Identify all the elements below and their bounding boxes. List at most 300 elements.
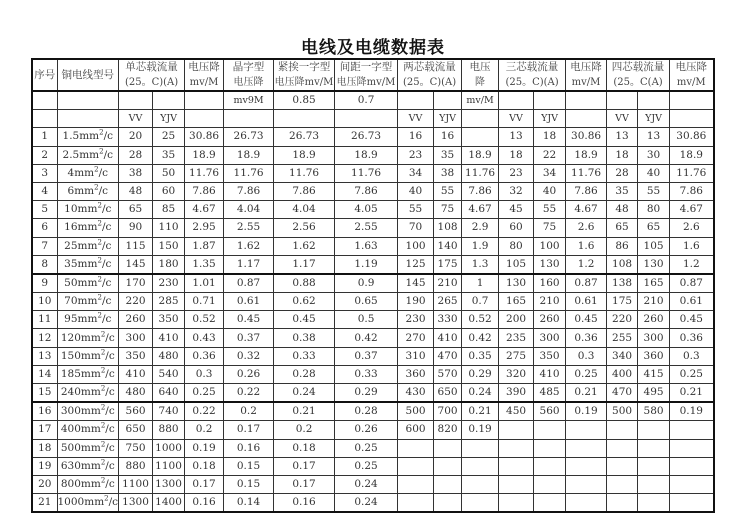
three-vv: 80 bbox=[499, 237, 534, 255]
two-vd: 7.86 bbox=[462, 182, 499, 200]
flat-spaced-vd: 0.25 bbox=[335, 457, 398, 475]
table-row bbox=[32, 347, 714, 365]
three-yjv bbox=[534, 457, 566, 475]
cell bbox=[534, 91, 566, 110]
flat-spaced-vd: 0.37 bbox=[335, 347, 398, 365]
four-yjv bbox=[638, 475, 670, 493]
table-row bbox=[32, 311, 714, 329]
table-row bbox=[32, 219, 714, 237]
three-vv: 13 bbox=[499, 128, 534, 146]
row-seq: 9 bbox=[32, 274, 57, 293]
single-vv: 1300 bbox=[119, 494, 153, 513]
trefoil-vd: 0.14 bbox=[224, 494, 274, 513]
two-vv: 360 bbox=[398, 365, 434, 383]
wire-size: $6mm^2/c$ bbox=[57, 182, 119, 200]
row-seq: 5 bbox=[32, 201, 57, 219]
row-seq: 20 bbox=[32, 475, 57, 493]
four-vd bbox=[670, 439, 714, 457]
four-vv: 28 bbox=[607, 164, 638, 182]
two-vv: 430 bbox=[398, 384, 434, 403]
cell bbox=[32, 110, 57, 128]
flat-spaced-vd: 4.05 bbox=[335, 201, 398, 219]
factor-row bbox=[32, 91, 714, 110]
wire-size: $35mm^2/c$ bbox=[57, 255, 119, 274]
single-vd: 30.86 bbox=[185, 128, 224, 146]
two-yjv bbox=[434, 494, 462, 513]
wire-size: $120mm^2/c$ bbox=[57, 329, 119, 347]
row-seq: 14 bbox=[32, 365, 57, 383]
table-row bbox=[32, 164, 714, 182]
two-vv bbox=[398, 457, 434, 475]
four-vd: 0.25 bbox=[670, 365, 714, 383]
single-yjv: 25 bbox=[153, 128, 185, 146]
single-yjv: 285 bbox=[153, 293, 185, 311]
two-yjv bbox=[434, 439, 462, 457]
flat-touch-vd: 1.62 bbox=[274, 237, 335, 255]
wire-size: $70mm^2/c$ bbox=[57, 293, 119, 311]
two-vv: 190 bbox=[398, 293, 434, 311]
four-vd: 4.67 bbox=[670, 201, 714, 219]
four-vd bbox=[670, 457, 714, 475]
row-seq: 1 bbox=[32, 128, 57, 146]
cell bbox=[57, 110, 119, 128]
two-vd: 0.21 bbox=[462, 402, 499, 421]
three-vd bbox=[566, 421, 607, 439]
row-seq: 7 bbox=[32, 237, 57, 255]
two-vd bbox=[462, 439, 499, 457]
four-vv: 255 bbox=[607, 329, 638, 347]
three-yjv bbox=[534, 421, 566, 439]
single-yjv: 180 bbox=[153, 255, 185, 274]
trefoil-vd: 0.61 bbox=[224, 293, 274, 311]
flat-touch-vd: 0.28 bbox=[274, 365, 335, 383]
three-yjv: 350 bbox=[534, 347, 566, 365]
flat-spaced-vd: 1.63 bbox=[335, 237, 398, 255]
two-vv: 55 bbox=[398, 201, 434, 219]
single-yjv: 230 bbox=[153, 274, 185, 293]
header-single-core: 单芯载流量 (25。C)(A) bbox=[119, 59, 185, 91]
four-vd bbox=[670, 494, 714, 513]
four-yjv: 40 bbox=[638, 164, 670, 182]
trefoil-vd: 0.15 bbox=[224, 475, 274, 493]
flat-touch-vd: 0.38 bbox=[274, 329, 335, 347]
two-yjv: 140 bbox=[434, 237, 462, 255]
four-vd: 11.76 bbox=[670, 164, 714, 182]
row-seq: 6 bbox=[32, 219, 57, 237]
four-vv: 48 bbox=[607, 201, 638, 219]
single-vv: 1100 bbox=[119, 475, 153, 493]
cell bbox=[153, 91, 185, 110]
two-yjv: 75 bbox=[434, 201, 462, 219]
two-vv: 100 bbox=[398, 237, 434, 255]
two-vd: 11.76 bbox=[462, 164, 499, 182]
table-row bbox=[32, 384, 714, 403]
two-vd: 1 bbox=[462, 274, 499, 293]
four-vv: 13 bbox=[607, 128, 638, 146]
single-vv: 38 bbox=[119, 164, 153, 182]
flat-spaced-vd: 0.65 bbox=[335, 293, 398, 311]
wire-size: $630mm^2/c$ bbox=[57, 457, 119, 475]
three-vd: 0.45 bbox=[566, 311, 607, 329]
two-yjv: 55 bbox=[434, 182, 462, 200]
header-flat-spaced: 间距一字型 电压降mv/M bbox=[335, 59, 398, 91]
flat-touch-vd: 0.88 bbox=[274, 274, 335, 293]
header-seq: 序号 bbox=[32, 59, 57, 91]
three-vd: 30.86 bbox=[566, 128, 607, 146]
cable-data-table bbox=[31, 58, 715, 513]
single-vd: 1.87 bbox=[185, 237, 224, 255]
two-vd bbox=[462, 457, 499, 475]
four-yjv: 415 bbox=[638, 365, 670, 383]
table-row bbox=[32, 182, 714, 200]
cell bbox=[335, 110, 398, 128]
wire-size: $400mm^2/c$ bbox=[57, 421, 119, 439]
header-two-core: 两芯载流量 (25。C)(A) bbox=[398, 59, 462, 91]
two-vv: 23 bbox=[398, 146, 434, 164]
single-vd: 11.76 bbox=[185, 164, 224, 182]
three-yjv: 40 bbox=[534, 182, 566, 200]
four-vd: 1.6 bbox=[670, 237, 714, 255]
trefoil-vd: 11.76 bbox=[224, 164, 274, 182]
four-vv: 86 bbox=[607, 237, 638, 255]
three-yjv: 34 bbox=[534, 164, 566, 182]
two-vv bbox=[398, 439, 434, 457]
two-vv bbox=[398, 494, 434, 513]
single-vd: 0.2 bbox=[185, 421, 224, 439]
single-vd: 18.9 bbox=[185, 146, 224, 164]
single-yjv: 85 bbox=[153, 201, 185, 219]
flat-touch-vd: 11.76 bbox=[274, 164, 335, 182]
four-vv: 18 bbox=[607, 146, 638, 164]
trefoil-vd: 0.87 bbox=[224, 274, 274, 293]
four-vv: 400 bbox=[607, 365, 638, 383]
two-vd: 0.35 bbox=[462, 347, 499, 365]
two-yjv: 16 bbox=[434, 128, 462, 146]
three-vv: 235 bbox=[499, 329, 534, 347]
three-vv: 390 bbox=[499, 384, 534, 403]
four-vv bbox=[607, 494, 638, 513]
three-vd: 0.21 bbox=[566, 384, 607, 403]
single-vd: 0.18 bbox=[185, 457, 224, 475]
two-vv: 125 bbox=[398, 255, 434, 274]
single-vd: 4.67 bbox=[185, 201, 224, 219]
single-vd: 0.25 bbox=[185, 384, 224, 403]
four-vv: 108 bbox=[607, 255, 638, 274]
single-vv: 65 bbox=[119, 201, 153, 219]
two-vv bbox=[398, 475, 434, 493]
single-vd: 0.16 bbox=[185, 494, 224, 513]
header-four-core: 四芯载流量 (25。C(A) bbox=[607, 59, 670, 91]
three-vv: 45 bbox=[499, 201, 534, 219]
three-yjv: 130 bbox=[534, 255, 566, 274]
three-vd: 7.86 bbox=[566, 182, 607, 200]
flat-spaced-vd: 0.28 bbox=[335, 402, 398, 421]
four-vd: 0.21 bbox=[670, 384, 714, 403]
four-vd: 7.86 bbox=[670, 182, 714, 200]
flat-spaced-vd: 0.42 bbox=[335, 329, 398, 347]
three-yjv: 410 bbox=[534, 365, 566, 383]
two-vv: 270 bbox=[398, 329, 434, 347]
cell bbox=[185, 110, 224, 128]
four-vv: 175 bbox=[607, 293, 638, 311]
cell bbox=[119, 91, 153, 110]
single-vv: 170 bbox=[119, 274, 153, 293]
three-vv: 320 bbox=[499, 365, 534, 383]
two-vd: 2.9 bbox=[462, 219, 499, 237]
three-vv: 165 bbox=[499, 293, 534, 311]
three-vv: 450 bbox=[499, 402, 534, 421]
table-row bbox=[32, 402, 714, 421]
cell bbox=[185, 91, 224, 110]
four-vd: 30.86 bbox=[670, 128, 714, 146]
flat-spaced-vd: 11.76 bbox=[335, 164, 398, 182]
four-yjv bbox=[638, 421, 670, 439]
three-yjv: 100 bbox=[534, 237, 566, 255]
four-yjv: 165 bbox=[638, 274, 670, 293]
row-seq: 11 bbox=[32, 311, 57, 329]
four-vd bbox=[670, 421, 714, 439]
flat-spaced-vd: 18.9 bbox=[335, 146, 398, 164]
four-yjv bbox=[638, 494, 670, 513]
cell bbox=[57, 91, 119, 110]
single-vv: 28 bbox=[119, 146, 153, 164]
wire-size: $2.5mm^2/c$ bbox=[57, 146, 119, 164]
trefoil-vd: 0.45 bbox=[224, 311, 274, 329]
single-vv: 410 bbox=[119, 365, 153, 383]
three-yjv: 485 bbox=[534, 384, 566, 403]
single-yjv: 35 bbox=[153, 146, 185, 164]
trefoil-vd: 26.73 bbox=[224, 128, 274, 146]
four-vd bbox=[670, 475, 714, 493]
single-vv: 300 bbox=[119, 329, 153, 347]
three-vd: 2.6 bbox=[566, 219, 607, 237]
trefoil-vd: 0.22 bbox=[224, 384, 274, 403]
three-yjv: 160 bbox=[534, 274, 566, 293]
three-vd bbox=[566, 439, 607, 457]
single-vd: 1.35 bbox=[185, 255, 224, 274]
four-vd: 0.61 bbox=[670, 293, 714, 311]
four-yjv: 210 bbox=[638, 293, 670, 311]
three-yjv: 560 bbox=[534, 402, 566, 421]
three-vv bbox=[499, 475, 534, 493]
two-yjv: 210 bbox=[434, 274, 462, 293]
flat-spaced-vd: 0.24 bbox=[335, 475, 398, 493]
cell bbox=[670, 91, 714, 110]
flat-touch-vd: 0.17 bbox=[274, 457, 335, 475]
two-yjv-label: YJV bbox=[434, 110, 462, 128]
two-vv: 40 bbox=[398, 182, 434, 200]
cell bbox=[566, 110, 607, 128]
three-vd: 0.19 bbox=[566, 402, 607, 421]
two-vd: 0.7 bbox=[462, 293, 499, 311]
two-yjv: 820 bbox=[434, 421, 462, 439]
trefoil-vd: 0.37 bbox=[224, 329, 274, 347]
flat-touch-vd: 0.17 bbox=[274, 475, 335, 493]
three-vv: 32 bbox=[499, 182, 534, 200]
row-seq: 10 bbox=[32, 293, 57, 311]
row-seq: 4 bbox=[32, 182, 57, 200]
single-vv: 350 bbox=[119, 347, 153, 365]
flat-spaced-vd: 0.24 bbox=[335, 494, 398, 513]
table-row bbox=[32, 494, 714, 513]
two-yjv: 38 bbox=[434, 164, 462, 182]
single-vv: 650 bbox=[119, 421, 153, 439]
four-yjv: 105 bbox=[638, 237, 670, 255]
trefoil-vd: 0.26 bbox=[224, 365, 274, 383]
three-vd: 0.25 bbox=[566, 365, 607, 383]
four-vv: 65 bbox=[607, 219, 638, 237]
four-vv: 220 bbox=[607, 311, 638, 329]
four-yjv: 360 bbox=[638, 347, 670, 365]
four-vv bbox=[607, 439, 638, 457]
two-yjv: 35 bbox=[434, 146, 462, 164]
trefoil-vd: 0.15 bbox=[224, 457, 274, 475]
single-yjv: 880 bbox=[153, 421, 185, 439]
cell bbox=[32, 91, 57, 110]
wire-size: $240mm^2/c$ bbox=[57, 384, 119, 403]
four-vv-label: VV bbox=[607, 110, 638, 128]
four-vv: 35 bbox=[607, 182, 638, 200]
three-vv bbox=[499, 421, 534, 439]
two-vd: 0.52 bbox=[462, 311, 499, 329]
single-vv: 90 bbox=[119, 219, 153, 237]
two-yjv bbox=[434, 457, 462, 475]
three-vd: 1.6 bbox=[566, 237, 607, 255]
two-vd: 1.3 bbox=[462, 255, 499, 274]
wire-size: $16mm^2/c$ bbox=[57, 219, 119, 237]
three-vv bbox=[499, 439, 534, 457]
four-vv: 340 bbox=[607, 347, 638, 365]
four-vd: 0.45 bbox=[670, 311, 714, 329]
two-yjv: 410 bbox=[434, 329, 462, 347]
three-yjv: 75 bbox=[534, 219, 566, 237]
wire-size: $10mm^2/c$ bbox=[57, 201, 119, 219]
flat-touch-vd: 2.56 bbox=[274, 219, 335, 237]
header-single-vd: 电压降 mv/M bbox=[185, 59, 224, 91]
flat-spaced-vd: 2.55 bbox=[335, 219, 398, 237]
header-trefoil: 晶字型 电压降 bbox=[224, 59, 274, 91]
four-yjv: 130 bbox=[638, 255, 670, 274]
three-vd bbox=[566, 457, 607, 475]
flat-spaced-factor: 0.7 bbox=[335, 91, 398, 110]
wire-size: $500mm^2/c$ bbox=[57, 439, 119, 457]
two-yjv: 108 bbox=[434, 219, 462, 237]
single-yjv: 150 bbox=[153, 237, 185, 255]
flat-spaced-vd: 0.26 bbox=[335, 421, 398, 439]
three-yjv: 18 bbox=[534, 128, 566, 146]
two-vd: 0.29 bbox=[462, 365, 499, 383]
three-vv: 275 bbox=[499, 347, 534, 365]
single-yjv: 740 bbox=[153, 402, 185, 421]
flat-spaced-vd: 0.5 bbox=[335, 311, 398, 329]
four-vv: 500 bbox=[607, 402, 638, 421]
four-yjv: 300 bbox=[638, 329, 670, 347]
two-yjv: 175 bbox=[434, 255, 462, 274]
two-yjv: 570 bbox=[434, 365, 462, 383]
single-vd: 0.71 bbox=[185, 293, 224, 311]
three-vv: 105 bbox=[499, 255, 534, 274]
trefoil-vd: 18.9 bbox=[224, 146, 274, 164]
three-yjv bbox=[534, 439, 566, 457]
wire-size: $95mm^2/c$ bbox=[57, 311, 119, 329]
two-yjv: 700 bbox=[434, 402, 462, 421]
two-vv: 34 bbox=[398, 164, 434, 182]
single-vv: 48 bbox=[119, 182, 153, 200]
trefoil-vd: 0.17 bbox=[224, 421, 274, 439]
three-vd: 18.9 bbox=[566, 146, 607, 164]
single-vd: 0.19 bbox=[185, 439, 224, 457]
two-vd bbox=[462, 475, 499, 493]
single-vv: 260 bbox=[119, 311, 153, 329]
wire-size: $300mm^2/c$ bbox=[57, 402, 119, 421]
wire-size: $1000mm^2/c$ bbox=[57, 494, 119, 513]
three-vd: 0.61 bbox=[566, 293, 607, 311]
four-vd: 0.87 bbox=[670, 274, 714, 293]
row-seq: 12 bbox=[32, 329, 57, 347]
single-vv: 145 bbox=[119, 255, 153, 274]
trefoil-vd: 0.2 bbox=[224, 402, 274, 421]
two-yjv: 330 bbox=[434, 311, 462, 329]
two-vv: 600 bbox=[398, 421, 434, 439]
four-vd: 0.3 bbox=[670, 347, 714, 365]
four-yjv bbox=[638, 457, 670, 475]
two-vd bbox=[462, 128, 499, 146]
trefoil-vd: 4.04 bbox=[224, 201, 274, 219]
single-vd: 0.17 bbox=[185, 475, 224, 493]
cell bbox=[462, 110, 499, 128]
four-yjv: 13 bbox=[638, 128, 670, 146]
header-three-vd: 电压降 mv/M bbox=[566, 59, 607, 91]
four-yjv: 65 bbox=[638, 219, 670, 237]
trefoil-unit: mv9M bbox=[224, 91, 274, 110]
four-yjv: 495 bbox=[638, 384, 670, 403]
two-vv: 70 bbox=[398, 219, 434, 237]
flat-touch-vd: 7.86 bbox=[274, 182, 335, 200]
header-two-vd: 电压 降 bbox=[462, 59, 499, 91]
row-seq: 18 bbox=[32, 439, 57, 457]
four-vv bbox=[607, 475, 638, 493]
trefoil-vd: 2.55 bbox=[224, 219, 274, 237]
row-seq: 21 bbox=[32, 494, 57, 513]
table-row bbox=[32, 457, 714, 475]
cell bbox=[224, 110, 274, 128]
single-yjv: 50 bbox=[153, 164, 185, 182]
single-vv: 220 bbox=[119, 293, 153, 311]
two-yjv bbox=[434, 475, 462, 493]
two-vv: 16 bbox=[398, 128, 434, 146]
single-vd: 7.86 bbox=[185, 182, 224, 200]
four-yjv: 580 bbox=[638, 402, 670, 421]
table-row bbox=[32, 365, 714, 383]
cell bbox=[434, 91, 462, 110]
flat-touch-vd: 26.73 bbox=[274, 128, 335, 146]
single-vd: 0.43 bbox=[185, 329, 224, 347]
row-seq: 8 bbox=[32, 255, 57, 274]
flat-spaced-vd: 26.73 bbox=[335, 128, 398, 146]
flat-touch-vd: 0.45 bbox=[274, 311, 335, 329]
three-vd bbox=[566, 475, 607, 493]
single-yjv: 540 bbox=[153, 365, 185, 383]
table-row bbox=[32, 128, 714, 146]
wire-size: $185mm^2/c$ bbox=[57, 365, 119, 383]
three-vv bbox=[499, 457, 534, 475]
single-yjv: 480 bbox=[153, 347, 185, 365]
row-seq: 13 bbox=[32, 347, 57, 365]
wire-size: $50mm^2/c$ bbox=[57, 274, 119, 293]
wire-size: $1.5mm^2/c$ bbox=[57, 128, 119, 146]
two-vv: 310 bbox=[398, 347, 434, 365]
four-vv: 138 bbox=[607, 274, 638, 293]
